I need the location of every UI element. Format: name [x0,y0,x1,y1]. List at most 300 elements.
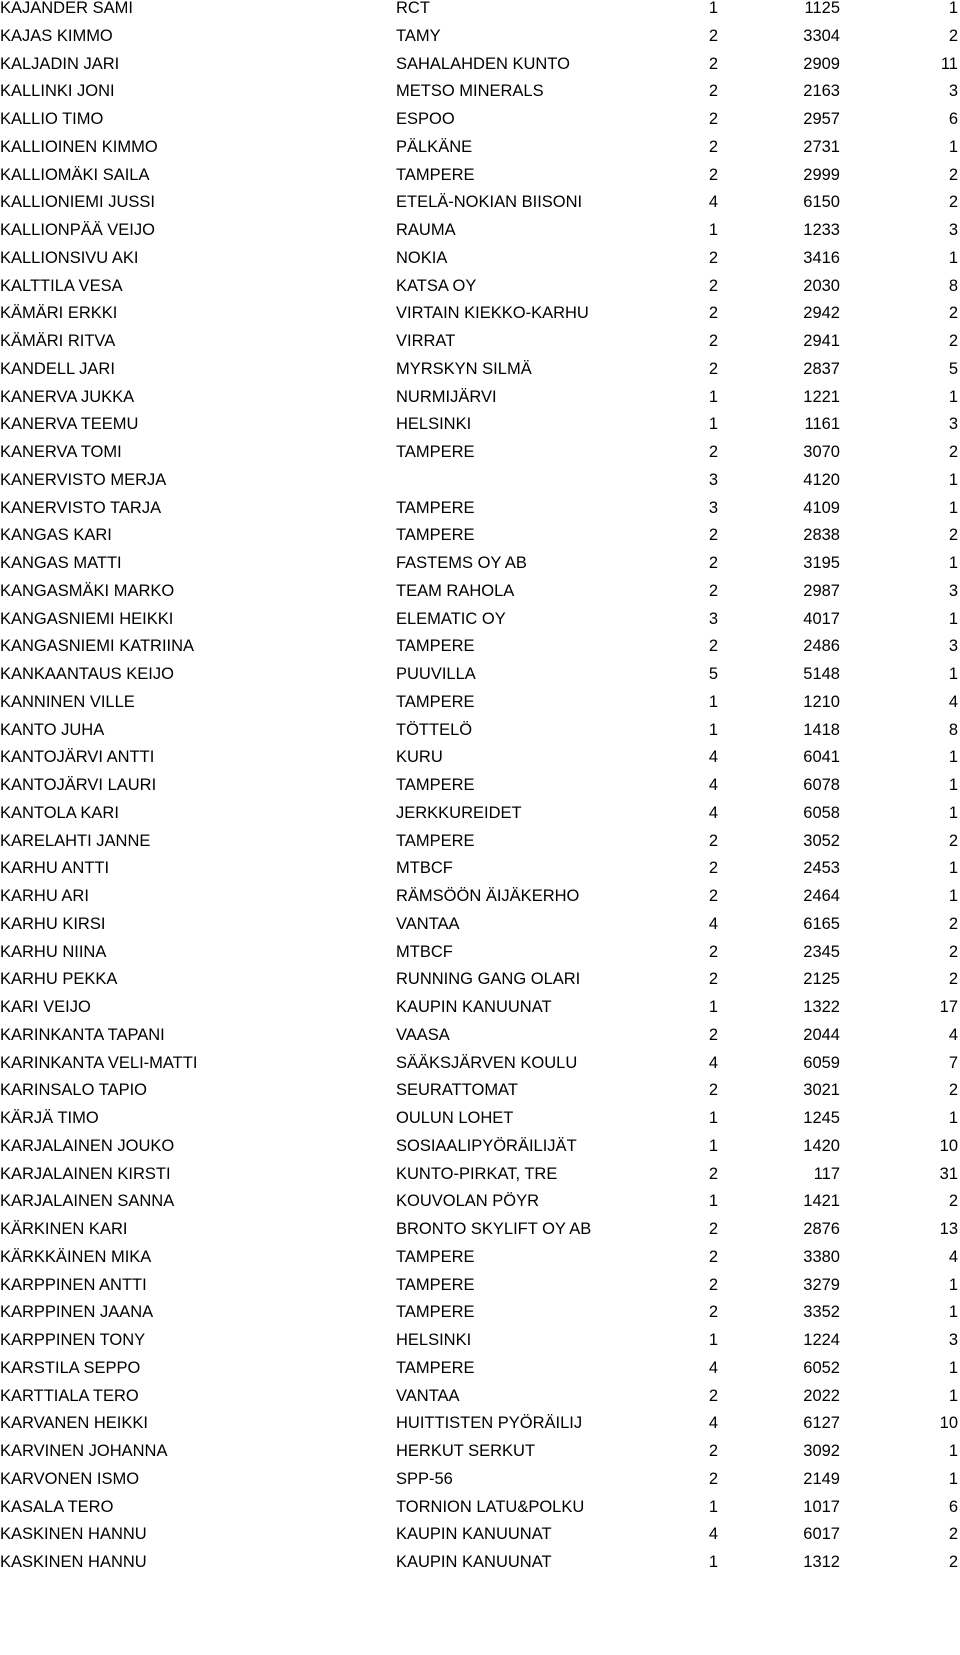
participant-count: 1 [948,470,958,489]
participant-name: KANGAS KARI [0,526,112,545]
participant-class: 1 [708,1192,718,1211]
participant-name: KARINKANTA TAPANI [0,1025,165,1044]
participant-name: KANGAS MATTI [0,554,122,572]
participant-count: 4 [948,1247,958,1266]
table-row [0,416,960,445]
participant-count: 1 [948,748,958,767]
participant-number: 4120 [803,470,840,489]
participant-number: 2345 [803,942,840,961]
participant-number: 1322 [803,998,840,1016]
participant-name: KASKINEN HANNU [0,1525,147,1544]
participant-count: 1 [948,803,958,822]
participant-club: SÄÄKSJÄRVEN KOULU [396,1053,578,1072]
participant-name: KARJALAINEN KIRSTI [0,1164,171,1183]
participant-name: KANGASMÄKI MARKO [0,581,175,600]
participant-name: KARPPINEN TONY [0,1331,146,1349]
participant-club: HERKUT SERKUT [396,1442,536,1460]
participant-class: 1 [708,1553,718,1571]
participant-count: 5 [948,359,958,378]
participant-count: 1 [948,887,958,905]
participant-count: 2 [948,304,958,323]
participant-count: 8 [948,276,958,295]
participant-count: 1 [948,609,958,628]
participant-count: 2 [948,526,958,545]
participant-count: 10 [939,1136,958,1155]
participant-name: KÄRJÄ TIMO [0,1109,99,1127]
participant-name: KALLINKI JONI [0,82,115,101]
participant-name: KANTO JUHA [0,720,105,739]
participant-count: 1 [948,1109,958,1127]
participant-name: KANGASNIEMI KATRIINA [0,637,195,656]
participant-class: 1 [708,692,718,711]
participant-class: 2 [708,831,718,850]
participant-number: 1420 [803,1136,840,1155]
participant-count: 2 [948,914,958,933]
participant-club: HELSINKI [396,415,472,434]
participant-club: KUNTO-PIRKAT, TRE [396,1164,558,1183]
participant-class: 1 [708,1497,718,1516]
participant-number: 2022 [803,1386,840,1405]
participant-name: KALTTILA VESA [0,276,123,295]
participant-number: 6017 [803,1525,840,1544]
participant-class: 2 [708,165,718,184]
participant-club: TAMPERE [396,165,475,184]
table-row [0,555,960,584]
participant-count: 4 [948,1025,958,1044]
participant-club: HUITTISTEN PYÖRÄILIJ [396,1414,583,1433]
participant-count: 13 [939,1220,958,1238]
participant-name: KARELAHTI JANNE [0,831,151,850]
participant-name: KANGASNIEMI HEIKKI [0,609,174,628]
participant-number: 2044 [803,1025,840,1044]
participant-count: 3 [948,221,958,239]
participant-class: 4 [708,748,718,767]
table-row [0,583,960,612]
table-row [0,999,960,1028]
participant-count: 2 [948,942,958,961]
participant-class: 3 [708,609,718,628]
participant-count: 2 [948,26,958,45]
participant-class: 1 [708,720,718,739]
table-row [0,1193,960,1222]
table-row [0,722,960,751]
participant-count: 1 [948,248,958,267]
participant-class: 2 [708,1220,718,1238]
participant-name: KALLIO TIMO [0,110,104,128]
table-row [0,611,960,640]
table-row [0,1554,960,1583]
table-row [0,1332,960,1361]
participant-count: 1 [948,665,958,683]
participant-class: 3 [708,498,718,517]
participant-class: 1 [708,1331,718,1349]
participant-name: KÄMÄRI ERKKI [0,304,118,323]
participant-number: 6150 [803,193,840,212]
table-row [0,194,960,223]
participant-count: 1 [948,1386,958,1405]
participant-name: KARVINEN JOHANNA [0,1442,168,1460]
participant-class: 4 [708,1414,718,1433]
participant-name: KAJAS KIMMO [0,26,113,45]
table-row [0,833,960,862]
participant-name: KARINSALO TAPIO [0,1081,148,1100]
table-row [0,944,960,973]
participant-count: 2 [948,970,958,989]
table-row [0,1027,960,1056]
participant-club: TEAM RAHOLA [396,581,515,600]
participant-club: SAHALAHDEN KUNTO [396,54,570,73]
participant-number: 1312 [803,1553,840,1571]
participant-class: 1 [708,0,718,17]
table-row [0,305,960,334]
participant-number: 3021 [803,1081,840,1100]
participant-name: KANNINEN VILLE [0,692,135,711]
participant-class: 2 [708,304,718,323]
table-row [0,1166,960,1195]
table-row [0,167,960,196]
participant-club: KAUPIN KANUUNAT [396,998,552,1016]
participant-club: PUUVILLA [396,665,476,683]
participant-class: 2 [708,887,718,905]
table-row [0,1471,960,1500]
participant-class: 2 [708,554,718,572]
participant-club: SOSIAALIPYÖRÄILIJÄT [396,1136,577,1155]
table-row [0,389,960,418]
participant-club: JERKKUREIDET [396,803,522,822]
participant-class: 2 [708,248,718,267]
participant-count: 2 [948,193,958,212]
participant-number: 6078 [803,776,840,794]
participant-class: 4 [708,1358,718,1377]
table-row [0,805,960,834]
participant-number: 2837 [803,359,840,378]
participant-club: OULUN LOHET [396,1109,514,1127]
table-row [0,500,960,529]
participant-club: PÄLKÄNE [396,137,473,156]
participant-name: KASALA TERO [0,1497,114,1516]
participant-club: TAMPERE [396,1275,475,1294]
table-row [0,749,960,778]
table-row [0,361,960,390]
participant-club: TAMPERE [396,692,475,711]
participant-name: KASKINEN HANNU [0,1553,147,1571]
table-row [0,1499,960,1528]
table-row [0,278,960,307]
participant-count: 10 [939,1414,958,1433]
participant-club: METSO MINERALS [396,82,544,101]
participant-club: RÄMSÖÖN ÄIJÄKERHO [396,887,580,905]
table-row [0,916,960,945]
participant-name: KALLIONIEMI JUSSI [0,193,155,212]
participant-club: RCT [396,0,430,17]
participant-class: 5 [708,665,718,683]
participant-class: 4 [708,193,718,212]
participant-count: 1 [948,387,958,406]
participant-club: TAMPERE [396,526,475,545]
participant-class: 1 [708,387,718,406]
participant-number: 1421 [803,1192,840,1211]
participant-number: 3195 [803,554,840,572]
participant-number: 3380 [803,1247,840,1266]
table-row [0,860,960,889]
participant-class: 3 [708,470,718,489]
participant-count: 3 [948,581,958,600]
participant-count: 3 [948,1331,958,1349]
participant-count: 2 [948,1192,958,1211]
table-row [0,638,960,667]
participant-club: TORNION LATU&POLKU [396,1497,585,1516]
participant-class: 2 [708,1081,718,1100]
participant-count: 3 [948,637,958,656]
participant-club: RAUMA [396,221,456,239]
participant-club: KURU [396,748,443,767]
participant-class: 1 [708,998,718,1016]
participant-count: 1 [948,554,958,572]
participant-club: ESPOO [396,110,455,128]
participant-count: 1 [948,1303,958,1322]
participant-count: 2 [948,1553,958,1571]
participant-club: TAMY [396,26,441,45]
participant-name: KANTOJÄRVI LAURI [0,776,157,794]
table-row [0,83,960,112]
participant-class: 2 [708,82,718,101]
participant-number: 2838 [803,526,840,545]
participant-name: KARVONEN ISMO [0,1469,140,1488]
participant-name: KARPPINEN JAANA [0,1303,154,1322]
participant-club: TAMPERE [396,1358,475,1377]
participant-name: KALLIOMÄKI SAILA [0,165,150,184]
participant-name: KARTTIALA TERO [0,1386,139,1405]
table-row [0,472,960,501]
table-row [0,0,960,29]
participant-number: 3352 [803,1303,840,1322]
participant-club: KOUVOLAN PÖYR [396,1192,540,1211]
participant-name: KARJALAINEN SANNA [0,1192,175,1211]
participant-count: 8 [948,720,958,739]
participant-name: KARINKANTA VELI-MATTI [0,1053,198,1072]
participant-name: KANERVA TEEMU [0,415,139,434]
participant-number: 1224 [803,1331,840,1349]
participant-count: 6 [948,1497,958,1516]
table-row [0,1082,960,1111]
participant-name: KARHU PEKKA [0,970,118,989]
participant-name: KANKAANTAUS KEIJO [0,665,174,683]
participant-count: 6 [948,110,958,128]
participant-count: 2 [948,165,958,184]
participant-count: 1 [948,1469,958,1488]
participant-club: ELEMATIC OY [396,609,506,628]
participant-number: 3416 [803,248,840,267]
participant-name: KARPPINEN ANTTI [0,1275,147,1294]
participant-name: KARVANEN HEIKKI [0,1414,148,1433]
participant-number: 2486 [803,637,840,656]
participant-number: 1233 [803,221,840,239]
participant-number: 6041 [803,748,840,767]
participant-name: KANERVA TOMI [0,443,122,461]
participant-club: TAMPERE [396,1303,475,1322]
participant-name: KÄRKKÄINEN MIKA [0,1247,152,1266]
participant-name: KANTOJÄRVI ANTTI [0,748,155,767]
participant-club: VIRTAIN KIEKKO-KARHU [396,304,589,323]
participant-club [396,472,696,501]
participant-class: 2 [708,26,718,45]
table-row [0,250,960,279]
participant-club: VANTAA [396,1386,460,1405]
participant-class: 2 [708,1164,718,1183]
table-row [0,971,960,1000]
participant-name: KARJALAINEN JOUKO [0,1136,175,1155]
participant-class: 2 [708,110,718,128]
participant-name: KARHU KIRSI [0,914,106,933]
participant-class: 2 [708,276,718,295]
participant-class: 2 [708,137,718,156]
participant-number: 1210 [803,692,840,711]
table-row [0,1055,960,1084]
participant-class: 2 [708,359,718,378]
table-row [0,111,960,140]
participant-club: FASTEMS OY AB [396,554,527,572]
participant-number: 1245 [803,1109,840,1127]
participant-class: 1 [708,221,718,239]
participant-count: 3 [948,82,958,101]
participant-class: 4 [708,1525,718,1544]
participant-number: 3304 [803,26,840,45]
participant-class: 2 [708,443,718,461]
participant-club: SEURATTOMAT [396,1081,518,1100]
participant-name: KANTOLA KARI [0,803,119,822]
participant-club: BRONTO SKYLIFT OY AB [396,1220,592,1238]
participant-count: 1 [948,1275,958,1294]
participant-count: 1 [948,137,958,156]
participant-count: 2 [948,1525,958,1544]
table-row [0,28,960,57]
participant-number: 2987 [803,581,840,600]
participant-count: 1 [948,776,958,794]
participant-number: 1221 [803,387,840,406]
participant-name: KALLIOINEN KIMMO [0,137,158,156]
table-row [0,1277,960,1306]
participant-count: 4 [948,692,958,711]
participant-number: 2125 [803,970,840,989]
table-row [0,1388,960,1417]
participant-name: KANERVA JUKKA [0,387,135,406]
participant-club: TAMPERE [396,1247,475,1266]
participant-number: 1017 [803,1497,840,1516]
participant-club: NOKIA [396,248,448,267]
participant-club: MYRSKYN SILMÄ [396,359,532,378]
participant-class: 2 [708,1442,718,1460]
participant-count: 1 [948,498,958,517]
participant-class: 1 [708,1109,718,1127]
participant-class: 2 [708,526,718,545]
participant-number: 2030 [803,276,840,295]
participant-number: 6058 [803,803,840,822]
table-row [0,333,960,362]
table-row [0,1526,960,1555]
table-row [0,222,960,251]
table-row [0,56,960,85]
participant-name: KARI VEIJO [0,998,91,1016]
participant-number: 3070 [803,443,840,461]
table-row [0,527,960,556]
participant-number: 6052 [803,1358,840,1377]
participant-class: 2 [708,970,718,989]
participant-club: RUNNING GANG OLARI [396,970,581,989]
participant-number: 4109 [803,498,840,517]
participant-class: 2 [708,581,718,600]
participant-name: KARHU ANTTI [0,859,110,878]
participant-class: 1 [708,1136,718,1155]
participant-name: KALLIONSIVU AKI [0,248,139,267]
participant-name: KALJADIN JARI [0,54,120,73]
participant-number: 1161 [804,415,840,434]
participant-name: KARHU NIINA [0,942,107,961]
table-row [0,444,960,473]
participant-class: 2 [708,1303,718,1322]
participant-club: MTBCF [396,859,453,878]
participant-class: 2 [708,1275,718,1294]
table-row [0,666,960,695]
participant-name: KANERVISTO MERJA [0,470,167,489]
participant-class: 4 [708,776,718,794]
participant-name: KALLIONPÄÄ VEIJO [0,221,155,239]
participant-number: 1125 [804,0,840,17]
participant-number: 4017 [803,609,840,628]
participant-class: 4 [708,914,718,933]
participant-count: 1 [948,0,958,17]
table-row [0,1415,960,1444]
participant-number: 3279 [803,1275,840,1294]
table-row [0,1110,960,1139]
participant-class: 2 [708,1469,718,1488]
participant-club: VANTAA [396,914,460,933]
participant-name: KARHU ARI [0,887,89,905]
participant-count: 3 [948,415,958,434]
participant-count: 2 [948,443,958,461]
participant-class: 1 [708,415,718,434]
participant-name: KANERVISTO TARJA [0,498,162,517]
participant-count: 1 [948,1358,958,1377]
participant-class: 2 [708,637,718,656]
participant-class: 2 [708,1247,718,1266]
table-row [0,1360,960,1389]
participant-class: 2 [708,54,718,73]
participant-name: KÄMÄRI RITVA [0,332,116,350]
participant-class: 2 [708,942,718,961]
participant-count: 7 [948,1053,958,1072]
participant-count: 1 [948,859,958,878]
participant-number: 3052 [803,831,840,850]
table-row [0,1443,960,1472]
participant-count: 1 [948,1442,958,1460]
participant-club: TAMPERE [396,443,475,461]
participant-number: 6165 [803,914,840,933]
participant-class: 2 [708,859,718,878]
table-row [0,777,960,806]
participant-class: 2 [708,332,718,350]
participant-club: TAMPERE [396,776,475,794]
participant-club: TAMPERE [396,637,475,656]
participant-count: 11 [940,54,958,73]
participant-club: TAMPERE [396,498,475,517]
participant-number: 2941 [803,332,840,350]
participant-name: KARSTILA SEPPO [0,1358,141,1377]
participant-number: 2731 [803,137,840,156]
participant-number: 3092 [803,1442,840,1460]
participant-name: KANDELL JARI [0,359,115,378]
participant-club: NURMIJÄRVI [396,387,497,406]
participant-club: ETELÄ-NOKIAN BIISONI [396,193,583,212]
